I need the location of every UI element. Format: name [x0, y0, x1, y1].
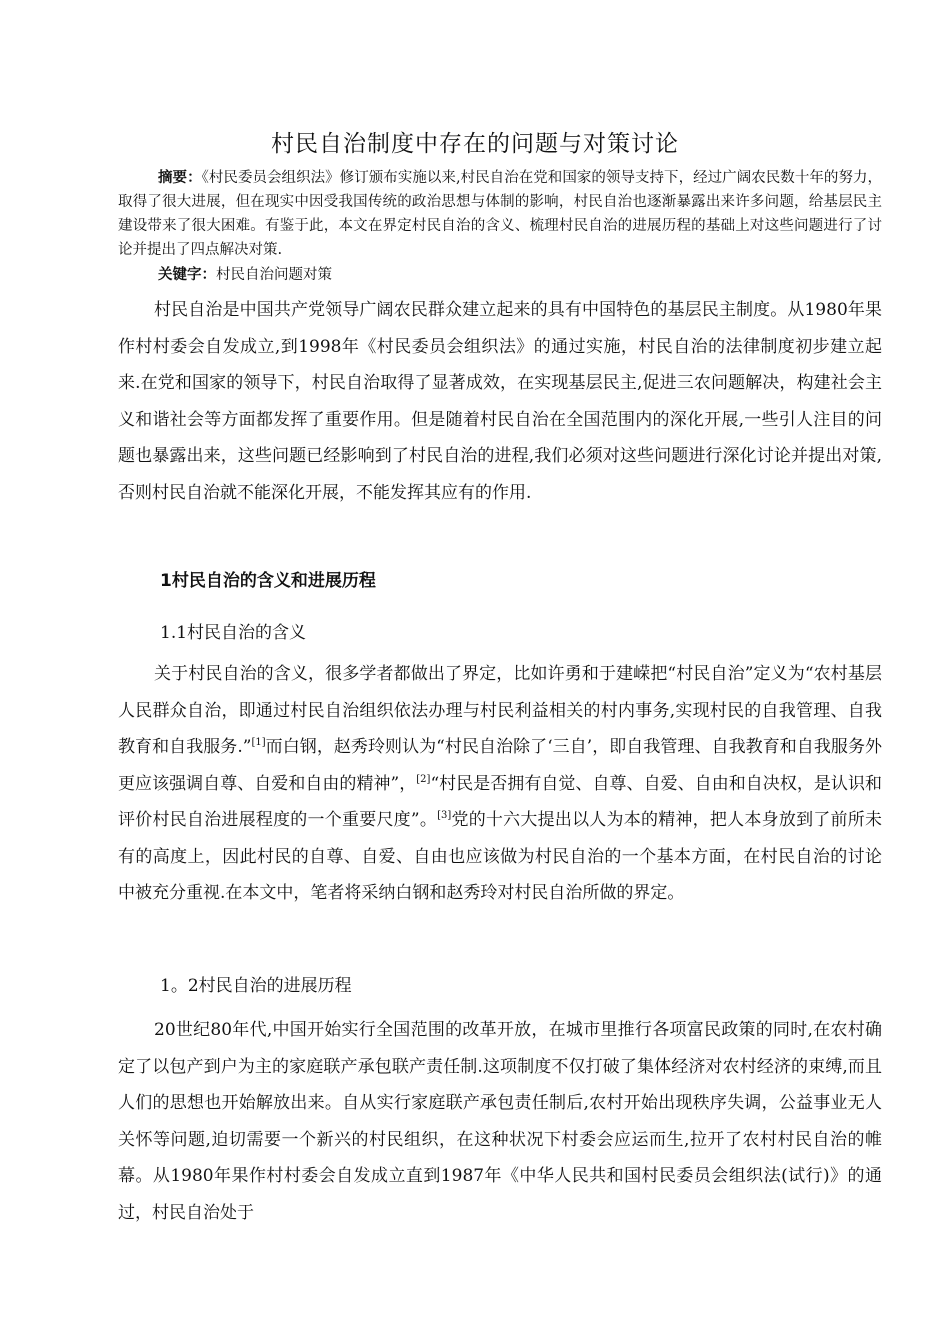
abstract-label: 摘要：: [158, 170, 202, 186]
citation-ref: [1]: [251, 737, 266, 748]
abstract: [118, 166, 882, 262]
section-1-heading: 1村民自治的含义和进展历程: [160, 571, 376, 591]
paragraph-text: 关于村民自治的含义，很多学者都做出了界定，比如许勇和于建嵘把“村民自治”定义为“农村基层人民群众自治，即通过村民自治组织依法办理与村民利益相关的村内事务,实现村民的自我管理、自我教育和自我服务.”: [118, 664, 882, 757]
paragraph-text: 党的十六大提出以人为本的精神，把人本身放到了前所未有的高度上，因此村民的自尊、自爱、自由也应该做为村民自治的一个基本方面，在村民自治的讨论中被充分重视.在本文中，笔者将采纳白钢和赵秀玲对村民自治所做的界定。: [118, 810, 882, 903]
paper-title: 村民自治制度中存在的问题与对策讨论: [271, 131, 679, 157]
section-1-1-paragraph: [118, 656, 882, 912]
paragraph-text: 而白钢，赵秀玲则认为“村民自治除了‘三自’，即自我管理、自我教育和自我服务外更应该强调自尊、自爱和自由的精神”，: [118, 737, 882, 794]
abstract-text: 《村民委员会组织法》修订颁布实施以来,村民自治在党和国家的领导支持下，经过广阔农民数十年的努力，取得了很大进展，但在现实中因受我国传统的政治思想与体制的影响，村民自治也逐渐暴露出来许多问题，给基层民主建设带来了很大困难。有鉴于此，本文在界定村民自治的含义、梳理村民自治的进展历程的基础上对这些问题进行了讨论并提出了四点解决对策.: [118, 170, 883, 258]
section-1-1-heading: 1.1村民自治的含义: [160, 623, 307, 643]
section-1-2-paragraph: 20世纪80年代,中国开始实行全国范围的改革开放，在城市里推行各项富民政策的同时,在农村确定了以包产到户为主的家庭联产承包联产责任制.这项制度不仅打破了集体经济对农村经济的束缚,而且人们的思想也开始解放出来。自从实行家庭联产承包责任制后,农村开始出现秩序失调，公益事业无人关怀等问题,迫切需要一个新兴的村民组织，在这种状况下村委会应运而生,拉开了农村村民自治的帷幕。从1980年果作村村委会自发成立直到1987年《中华人民共和国村民委员会组织法(试行)》的通过，村民自治处于: [118, 1020, 882, 1223]
citation-ref: [2]: [416, 773, 431, 785]
intro-paragraph: 村民自治是中国共产党领导广阔农民群众建立起来的具有中国特色的基层民主制度。从1980年果作村村委会自发成立,到1998年《村民委员会组织法》的通过实施，村民自治的法律制度初步建立起来.在党和国家的领导下，村民自治取得了显著成效，在实现基层民主,促进三农问题解决，构建社会主义和谐社会等方面都发挥了重要作用。但是随着村民自治在全国范围内的深化开展,一些引人注目的问题也暴露出来，这些问题已经影响到了村民自治的进程,我们必须对这些问题进行深化讨论并提出对策,否则村民自治就不能深化开展，不能发挥其应有的作用.: [118, 300, 882, 503]
section-1-2-heading: 1。2村民自治的进展历程: [160, 976, 352, 996]
keywords: [158, 263, 332, 287]
paragraph-text: “村民是否拥有自觉、自尊、自爱、自由和自决权，是认识和评价村民自治进展程度的一个重要尺度”。: [118, 773, 882, 830]
keywords-text: 村民自治问题对策: [216, 267, 332, 283]
citation-ref: [3]: [437, 810, 452, 821]
keywords-label: 关键字：: [158, 267, 216, 283]
